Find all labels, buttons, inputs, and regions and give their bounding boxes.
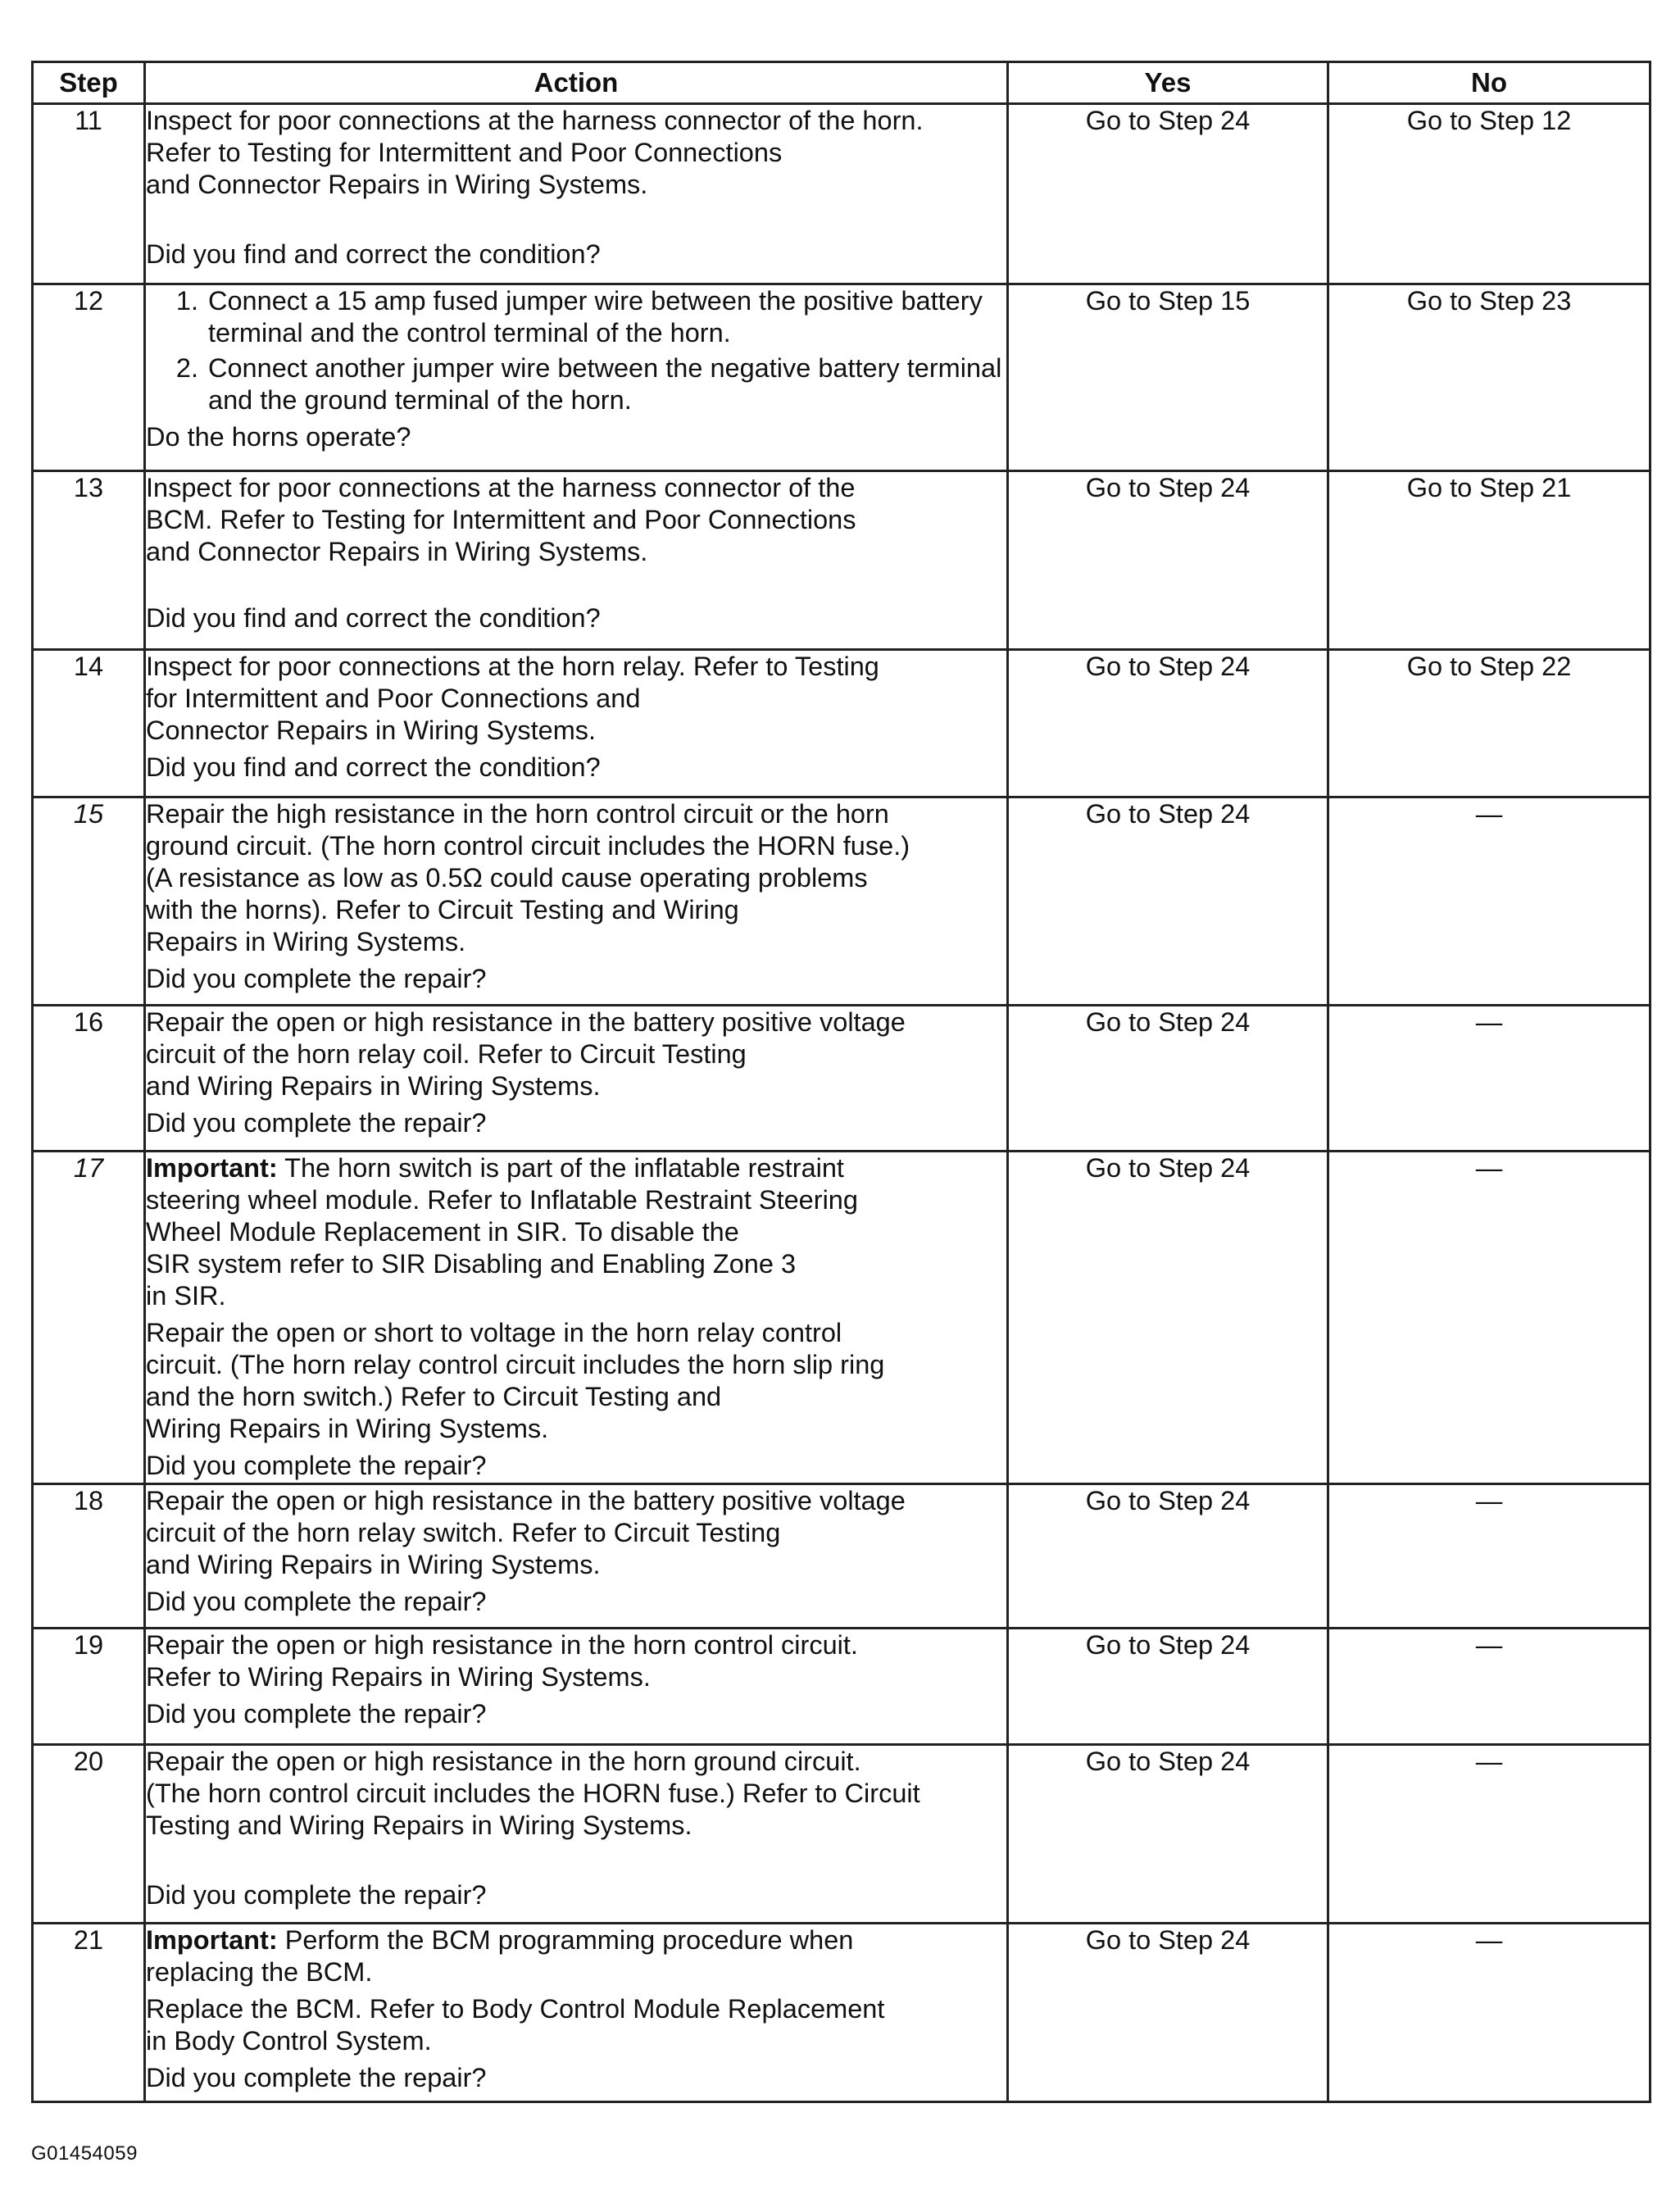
list-item: 2. Connect another jumper wire between the negative battery terminal and the ground terminal of the horn.: [175, 353, 1002, 415]
action-cell: [145, 650, 1008, 797]
action-cell: [145, 104, 1008, 284]
step-number: 18: [33, 1484, 145, 1629]
yes-result: Go to Step 24: [1008, 1924, 1328, 2102]
action-cell: [145, 471, 1008, 650]
action-question: Did you complete the repair?: [146, 1587, 487, 1616]
action-question: Did you complete the repair?: [146, 1699, 487, 1729]
important-note: Important: Perform the BCM programming procedure when replacing the BCM.: [146, 1925, 854, 1987]
action-question: Did you complete the repair?: [146, 2063, 487, 2092]
step-number: 20: [33, 1745, 145, 1924]
action-question: Did you complete the repair?: [146, 1880, 487, 1910]
action-question: Did you find and correct the condition?: [146, 603, 601, 633]
no-result: —: [1328, 797, 1650, 1006]
no-result: —: [1328, 1006, 1650, 1152]
step-number: 15: [33, 797, 145, 1006]
header-action: Action: [145, 62, 1008, 104]
list-item: 1. Connect a 15 amp fused jumper wire between the positive battery terminal and the control terminal of the horn.: [175, 286, 983, 348]
action-cell: [145, 1629, 1008, 1745]
important-label: Important:: [146, 1925, 278, 1955]
action-question: Do the horns operate?: [146, 422, 411, 452]
table-row: [33, 1629, 1650, 1745]
no-result: —: [1328, 1484, 1650, 1629]
no-result: Go to Step 22: [1328, 650, 1650, 797]
yes-result: Go to Step 24: [1008, 797, 1328, 1006]
action-text: Repair the open or high resistance in the battery positive voltage circuit of the horn relay switch. Refer to Circuit Testing and Wiring Repairs in Wiring Systems.: [146, 1486, 906, 1579]
action-text: Inspect for poor connections at the harness connector of the horn. Refer to Testing for Intermittent and Poor Connections and Connector Repairs in Wiring Systems.: [146, 106, 924, 199]
action-question: Did you find and correct the condition?: [146, 752, 601, 782]
yes-result: Go to Step 24: [1008, 1006, 1328, 1152]
action-question: Did you complete the repair?: [146, 964, 487, 993]
important-label: Important:: [146, 1153, 278, 1183]
step-number: 14: [33, 650, 145, 797]
action-question: Did you complete the repair?: [146, 1451, 487, 1480]
action-text: Repair the open or short to voltage in the horn relay control circuit. (The horn relay control circuit includes the horn slip ring and the horn switch.) Refer to Circuit Testing and Wiring Repairs in Wiring Systems.: [146, 1318, 885, 1443]
table-row: [33, 1152, 1650, 1484]
action-text: Inspect for poor connections at the harness connector of the BCM. Refer to Testing for Intermittent and Poor Connections and Connector Repairs in Wiring Systems.: [146, 473, 856, 566]
header-step: Step: [33, 62, 145, 104]
no-result: —: [1328, 1745, 1650, 1924]
table-row: [33, 104, 1650, 284]
yes-result: Go to Step 24: [1008, 471, 1328, 650]
important-note: Important: The horn switch is part of the inflatable restraint steering wheel module. Refer to Inflatable Restraint Steering Wheel Module Replacement in SIR. To disable the SIR system refer to SIR Disabling and Enabling Zone 3 in SIR.: [146, 1153, 858, 1311]
yes-result: Go to Step 24: [1008, 650, 1328, 797]
action-cell: [145, 1745, 1008, 1924]
table-row: [33, 797, 1650, 1006]
yes-result: Go to Step 24: [1008, 104, 1328, 284]
header-yes: Yes: [1008, 62, 1328, 104]
table-row: [33, 1484, 1650, 1629]
yes-result: Go to Step 15: [1008, 284, 1328, 471]
action-text: Replace the BCM. Refer to Body Control Module Replacement in Body Control System.: [146, 1994, 885, 2056]
table-row: [33, 284, 1650, 471]
action-text: Repair the open or high resistance in the horn control circuit. Refer to Wiring Repairs in Wiring Systems.: [146, 1630, 858, 1692]
yes-result: Go to Step 24: [1008, 1745, 1328, 1924]
action-text: Repair the open or high resistance in the battery positive voltage circuit of the horn relay coil. Refer to Circuit Testing and Wiring Repairs in Wiring Systems.: [146, 1007, 906, 1101]
action-cell: [145, 1006, 1008, 1152]
action-text: Repair the high resistance in the horn control circuit or the horn ground circuit. (The horn control circuit includes the HORN fuse.) (A resistance as low as 0.5Ω could cause operating problems with the horns). Refer to Circuit Testing and Wiring Repairs in Wiring Systems.: [146, 799, 910, 956]
step-number: 13: [33, 471, 145, 650]
yes-result: Go to Step 24: [1008, 1152, 1328, 1484]
table-header-row: [33, 62, 1650, 104]
table-row: [33, 1006, 1650, 1152]
figure-id: G01454059: [31, 2142, 138, 2165]
no-result: Go to Step 23: [1328, 284, 1650, 471]
action-text: Repair the open or high resistance in the horn ground circuit. (The horn control circuit includes the HORN fuse.) Refer to Circuit Testing and Wiring Repairs in Wiring Systems.: [146, 1747, 920, 1840]
yes-result: Go to Step 24: [1008, 1629, 1328, 1745]
table-row: [33, 471, 1650, 650]
action-cell: [145, 1924, 1008, 2102]
action-text: Inspect for poor connections at the horn relay. Refer to Testing for Intermittent and Poor Connections and Connector Repairs in Wiring Systems.: [146, 652, 879, 745]
no-result: Go to Step 12: [1328, 104, 1650, 284]
action-cell: [145, 1484, 1008, 1629]
no-result: —: [1328, 1924, 1650, 2102]
table-row: [33, 1745, 1650, 1924]
action-cell: [145, 1152, 1008, 1484]
yes-result: Go to Step 24: [1008, 1484, 1328, 1629]
step-number: 11: [33, 104, 145, 284]
step-number: 16: [33, 1006, 145, 1152]
step-number: 19: [33, 1629, 145, 1745]
diagnostic-table: [31, 61, 1651, 2103]
table-row: [33, 1924, 1650, 2102]
no-result: Go to Step 21: [1328, 471, 1650, 650]
action-question: Did you complete the repair?: [146, 1108, 487, 1138]
action-cell: [145, 284, 1008, 471]
step-number: 21: [33, 1924, 145, 2102]
action-cell: [145, 797, 1008, 1006]
table-row: [33, 650, 1650, 797]
no-result: —: [1328, 1152, 1650, 1484]
step-number: 17: [33, 1152, 145, 1484]
header-no: No: [1328, 62, 1650, 104]
numbered-list: [146, 285, 1006, 416]
no-result: —: [1328, 1629, 1650, 1745]
action-question: Did you find and correct the condition?: [146, 239, 601, 269]
step-number: 12: [33, 284, 145, 471]
